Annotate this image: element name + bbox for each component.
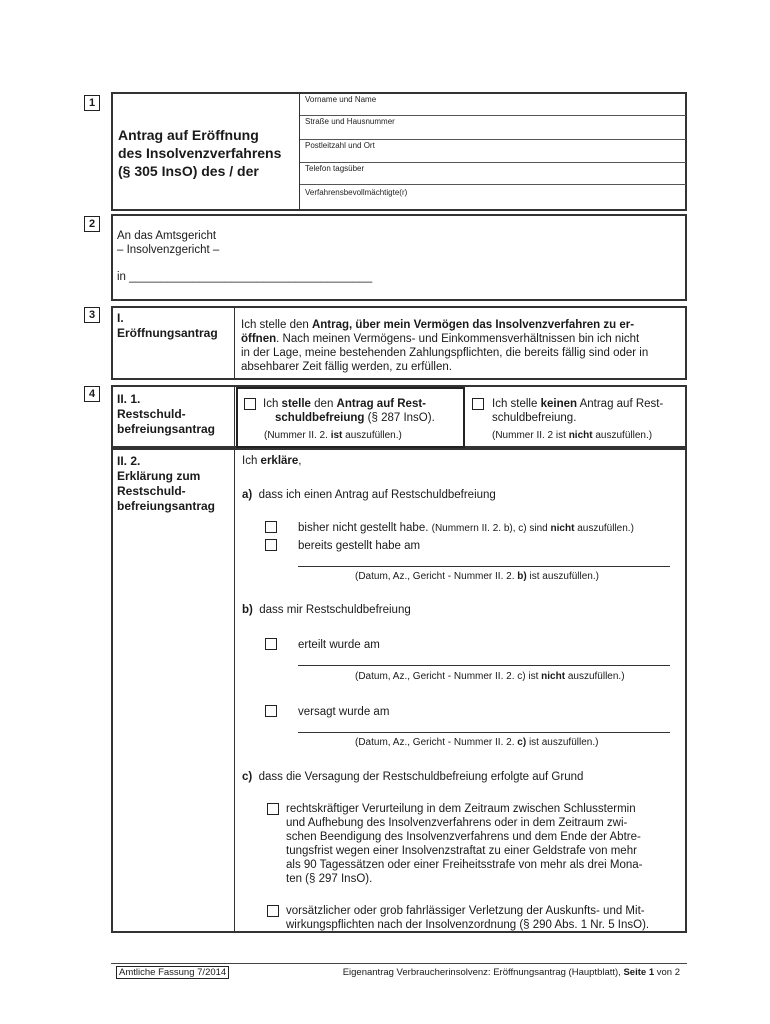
conviction-text: rechtskräftiger Verurteilung in dem Zeitraum zwischen Schlusstermin und Aufhebung des Insolvenzverfahrens oder in dem Zeitraum zwi- schen Beendigung des Insolvenzverfahrens und dem Ende der Abtre- tungsfrist wegen einer Insolvenzstraftat zu einer Geldstrafe von mehr als 90 Tagessätzen oder einer Freiheitsstrafe von mehr als drei Mona- ten (§ 297 InsO). xyxy=(286,803,643,885)
denied-checkbox[interactable] xyxy=(265,705,277,717)
street-field[interactable] xyxy=(300,139,686,140)
footer-rule xyxy=(111,963,687,964)
declaration-intro: Ich erkläre, xyxy=(242,455,302,467)
apply-discharge-checkbox[interactable] xyxy=(244,398,256,410)
opening-application-label: I. Eröffnungsantrag xyxy=(117,311,218,340)
name-field-label: Vorname und Name xyxy=(305,95,377,104)
section-2-box xyxy=(111,214,687,301)
not-applied-label: bisher nicht gestellt habe. (Nummern II. 2. b), c) sind nicht auszufüllen.) xyxy=(298,522,634,534)
no-discharge-checkbox[interactable] xyxy=(472,398,484,410)
clause-b: b) dass mir Restschuldbefreiung xyxy=(242,604,411,616)
apply-discharge-note: (Nummer II. 2. ist auszufüllen.) xyxy=(264,430,402,441)
court-location-field[interactable]: in ______________________________________ xyxy=(117,271,373,283)
already-applied-caption: (Datum, Az., Gericht - Nummer II. 2. b) ist auszufüllen.) xyxy=(355,571,599,582)
not-applied-checkbox[interactable] xyxy=(265,521,277,533)
section-number-2: 2 xyxy=(84,216,100,232)
granted-label: erteilt wurde am xyxy=(298,639,380,651)
already-applied-label: bereits gestellt habe am xyxy=(298,540,421,552)
footer-description: Eigenantrag Verbraucherinsolvenz: Eröffnungsantrag (Hauptblatt), Seite 1 von 2 xyxy=(342,967,680,978)
section-3-divider xyxy=(234,307,235,379)
section-number-1: 1 xyxy=(84,95,100,111)
clause-a: a) dass ich einen Antrag auf Restschuldbefreiung xyxy=(242,489,496,501)
apply-discharge-label: Ich stelle den Antrag auf Rest- schuldbefreiung (§ 287 InsO). xyxy=(263,398,435,424)
denied-date-field[interactable] xyxy=(298,732,670,733)
form-version: Amtliche Fassung 7/2014 xyxy=(116,966,229,979)
representative-field-label: Verfahrensbevollmächtigte(r) xyxy=(305,188,408,197)
phone-field-label: Telefon tagsüber xyxy=(305,164,365,173)
opening-application-text: Ich stelle den Antrag, über mein Vermögen das Insolvenzverfahren zu er- öffnen. Nach meinen Vermögens- und Einkommensverhältnissen bin ich nicht in der Lage, meine bestehenden Zahlungspflichten, die bereits fällig sind oder in absehbarer Zeit fällig werden, zu erfüllen. xyxy=(241,319,649,373)
section-number-4: 4 xyxy=(84,386,100,402)
section-1-divider xyxy=(299,93,300,210)
phone-field[interactable] xyxy=(300,184,686,185)
discharge-application-label: II. 1. Restschuld- befreiungsantrag xyxy=(117,392,216,436)
declaration-divider xyxy=(234,449,235,932)
granted-caption: (Datum, Az., Gericht - Nummer II. 2. c) ist nicht auszufüllen.) xyxy=(355,671,625,682)
postal-field[interactable] xyxy=(300,162,686,163)
conviction-checkbox[interactable] xyxy=(267,803,279,815)
representative-field[interactable] xyxy=(300,198,686,210)
postal-field-label: Postleitzahl und Ort xyxy=(305,141,375,150)
no-discharge-label: Ich stelle keinen Antrag auf Rest- schuldbefreiung. xyxy=(492,398,664,424)
duty-violation-checkbox[interactable] xyxy=(267,905,279,917)
court-address: An das Amtsgericht – Insolvenzgericht – xyxy=(117,230,220,256)
street-field-label: Straße und Hausnummer xyxy=(305,117,395,126)
granted-checkbox[interactable] xyxy=(265,638,277,650)
granted-date-field[interactable] xyxy=(298,665,670,666)
already-applied-date-field[interactable] xyxy=(298,566,670,567)
no-discharge-note: (Nummer II. 2 ist nicht auszufüllen.) xyxy=(492,430,653,441)
section-number-3: 3 xyxy=(84,307,100,323)
declaration-label: II. 2. Erklärung zum Restschuld- befreiungsantrag xyxy=(117,454,216,513)
application-title: Antrag auf Eröffnung des Insolvenzverfahrens (§ 305 InsO) des / der xyxy=(118,127,282,179)
already-applied-checkbox[interactable] xyxy=(265,539,277,551)
section-4-divider xyxy=(234,386,235,447)
duty-violation-text: vorsätzlicher oder grob fahrlässiger Verletzung der Auskunfts- und Mit- wirkungspflichten nach der Insolvenzordnung (§ 290 Abs. 1 Nr. 5 InsO). xyxy=(286,905,650,931)
name-field[interactable] xyxy=(300,115,686,116)
denied-label: versagt wurde am xyxy=(298,706,390,718)
denied-caption: (Datum, Az., Gericht - Nummer II. 2. c) ist auszufüllen.) xyxy=(355,737,599,748)
clause-c: c) dass die Versagung der Restschuldbefreiung erfolgte auf Grund xyxy=(242,771,584,783)
